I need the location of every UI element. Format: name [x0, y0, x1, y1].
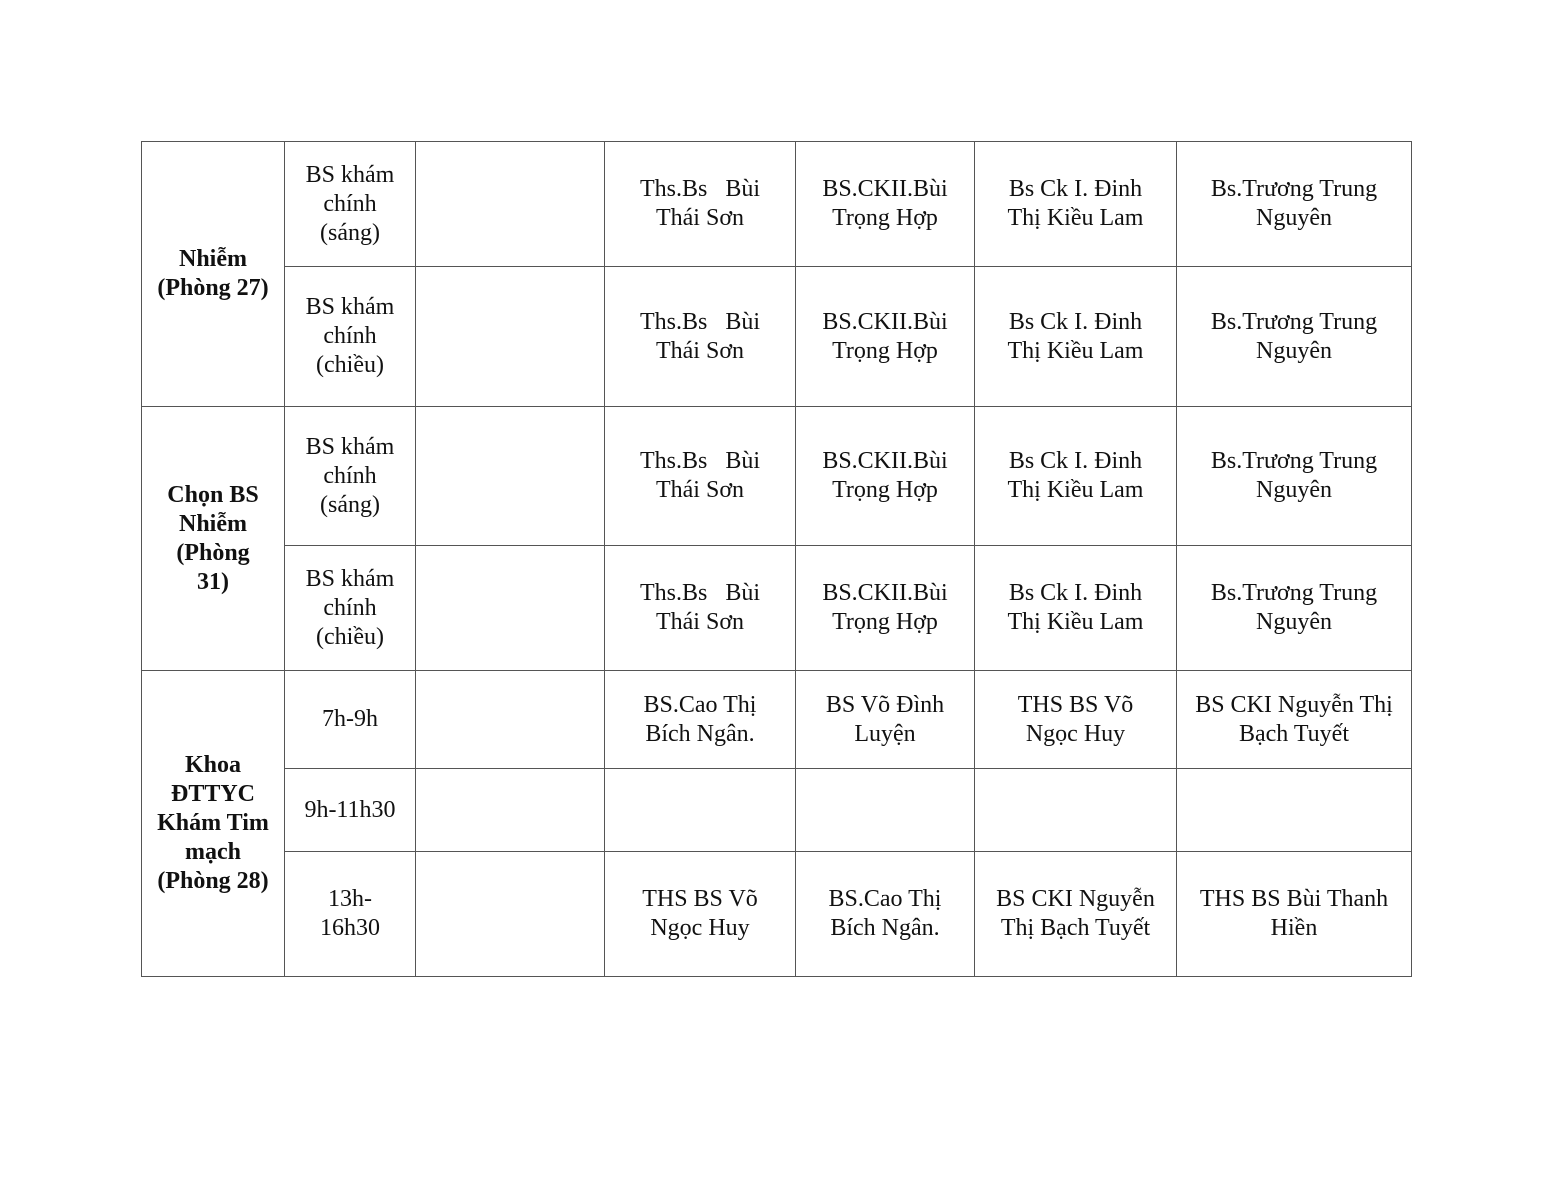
- doctor-name-line: BS Võ Đình: [825, 691, 945, 718]
- time-slot-line: 16h30: [320, 915, 380, 941]
- doctor-name-line: Bích Ngân.: [830, 915, 940, 941]
- time-slot-cell: [285, 267, 416, 407]
- doctor-name-line: BS.CKII.Bùi: [822, 308, 948, 335]
- time-slot-cell: [285, 546, 416, 671]
- doctor-name-line: Ths.Bs Bùi: [639, 580, 761, 606]
- doctor-name-line: BS.CKII.Bùi: [822, 176, 948, 202]
- table-row: [142, 546, 1412, 671]
- doctor-name-line: Ths.Bs Bùi: [639, 176, 761, 202]
- doctor-cell: [605, 546, 796, 671]
- time-slot-line: BS khám: [305, 433, 395, 460]
- time-slot-line: chính: [323, 594, 377, 621]
- time-slot-cell: [285, 407, 416, 546]
- doctor-name-line: Luyện: [854, 720, 916, 747]
- doctor-name-line: Bs Ck I. Đinh: [1008, 176, 1143, 202]
- doctor-cell: [1177, 142, 1412, 267]
- doctor-name-line: THS BS Võ: [642, 886, 758, 912]
- doctor-name-line: Thái Sơn: [655, 477, 745, 503]
- doctor-name-line: BS.CKII.Bùi: [822, 580, 948, 606]
- time-slot-line: (chiều): [316, 352, 384, 378]
- time-slot-line: chính: [323, 462, 377, 489]
- doctor-cell: [975, 546, 1177, 671]
- doctor-name-line: Thị Kiều Lam: [1007, 477, 1144, 503]
- department-cell: [142, 142, 285, 407]
- doctor-cell: [605, 671, 796, 769]
- department-label-line: 31): [197, 568, 229, 595]
- doctor-name-line: Bs.Trương Trung: [1210, 308, 1378, 335]
- doctor-name-line: THS BS Bùi Thanh: [1199, 886, 1389, 912]
- doctor-cell: [975, 407, 1177, 546]
- doctor-cell: [796, 671, 975, 769]
- doctor-cell: [1177, 671, 1412, 769]
- doctor-name-line: Bích Ngân.: [645, 720, 755, 747]
- doctor-cell: [1177, 407, 1412, 546]
- doctor-cell: [975, 671, 1177, 769]
- doctor-name-line: Thị Kiều Lam: [1007, 609, 1144, 635]
- doctor-name-line: Bs.Trương Trung: [1210, 176, 1378, 202]
- department-label-line: (Phòng 28): [157, 868, 269, 894]
- doctor-name-line: Bs Ck I. Đinh: [1008, 448, 1143, 474]
- time-slot-cell: [285, 852, 416, 977]
- department-cell: [142, 671, 285, 977]
- doctor-name-line: Bs Ck I. Đinh: [1008, 580, 1143, 606]
- doctor-name-line: Ngọc Huy: [650, 915, 750, 941]
- doctor-name-line: BS.Cao Thị: [643, 691, 757, 718]
- doctor-name-line: Nguyên: [1256, 477, 1332, 503]
- doctor-cell: [1177, 852, 1412, 977]
- table-row: [142, 852, 1412, 977]
- empty-cell: [416, 546, 605, 671]
- empty-cell: [416, 852, 605, 977]
- department-label-line: Khoa: [184, 752, 241, 778]
- time-slot-line: 9h-11h30: [304, 796, 396, 823]
- doctor-name-line: Trọng Hợp: [832, 477, 938, 503]
- doctor-name-line: BS CKI Nguyễn Thị: [1195, 691, 1393, 718]
- doctor-cell: [796, 546, 975, 671]
- doctor-name-line: Nguyên: [1256, 609, 1332, 635]
- department-label-line: ĐTTYC: [170, 781, 255, 807]
- doctor-name-line: Bs Ck I. Đinh: [1008, 308, 1143, 335]
- time-slot-line: (sáng): [320, 219, 380, 246]
- doctor-cell: [796, 407, 975, 546]
- time-slot-line: 7h-9h: [322, 706, 378, 732]
- doctor-cell: [975, 769, 1177, 852]
- doctor-name-line: Trọng Hợp: [832, 337, 938, 364]
- time-slot-line: BS khám: [305, 294, 395, 320]
- doctor-cell: [605, 769, 796, 852]
- department-label-line: Khám Tim: [157, 810, 269, 836]
- doctor-name-line: Trọng Hợp: [832, 609, 938, 635]
- department-label-line: Chọn BS: [167, 481, 259, 508]
- department-label-line: (Phòng: [176, 539, 250, 566]
- doctor-cell: [796, 852, 975, 977]
- doctor-name-line: Ngọc Huy: [1025, 720, 1126, 747]
- empty-cell: [416, 142, 605, 267]
- doctor-name-line: Bs.Trương Trung: [1210, 448, 1378, 474]
- schedule-table: [141, 141, 1412, 977]
- department-cell: [142, 407, 285, 671]
- doctor-name-line: Thị Kiều Lam: [1007, 205, 1144, 231]
- time-slot-line: chính: [323, 323, 377, 349]
- doctor-name-line: Ths.Bs Bùi: [639, 308, 761, 335]
- doctor-name-line: BS.CKII.Bùi: [822, 448, 948, 474]
- department-label-line: (Phòng 27): [157, 275, 269, 301]
- time-slot-cell: [285, 671, 416, 769]
- doctor-cell: [796, 267, 975, 407]
- table-row: [142, 671, 1412, 769]
- doctor-cell: [605, 407, 796, 546]
- empty-cell: [416, 267, 605, 407]
- doctor-name-line: THS BS Võ: [1017, 691, 1134, 718]
- time-slot-line: BS khám: [305, 161, 395, 188]
- doctor-cell: [605, 142, 796, 267]
- doctor-cell: [1177, 267, 1412, 407]
- department-label-line: Nhiễm: [179, 510, 247, 537]
- doctor-name-line: Nguyên: [1256, 205, 1332, 231]
- schedule-body: [142, 142, 1412, 977]
- doctor-cell: [796, 769, 975, 852]
- department-label-line: Nhiễm: [179, 246, 247, 272]
- doctor-cell: [975, 852, 1177, 977]
- doctor-name-line: Hiền: [1270, 915, 1318, 941]
- doctor-name-line: Ths.Bs Bùi: [639, 448, 761, 474]
- doctor-name-line: Thị Kiều Lam: [1007, 337, 1144, 364]
- department-label-line: mạch: [185, 839, 241, 865]
- doctor-name-line: Thái Sơn: [655, 337, 745, 364]
- doctor-name-line: Thị Bạch Tuyết: [1000, 915, 1151, 941]
- doctor-cell: [1177, 546, 1412, 671]
- doctor-name-line: Trọng Hợp: [832, 205, 938, 231]
- doctor-name-line: BS.Cao Thị: [828, 886, 942, 912]
- doctor-name-line: Bs.Trương Trung: [1210, 580, 1378, 606]
- table-row: [142, 142, 1412, 267]
- empty-cell: [416, 769, 605, 852]
- time-slot-line: (chiều): [316, 623, 384, 650]
- doctor-name-line: Thái Sơn: [655, 205, 745, 231]
- time-slot-line: 13h-: [328, 886, 372, 912]
- table-row: [142, 407, 1412, 546]
- time-slot-line: BS khám: [305, 565, 395, 592]
- doctor-cell: [975, 142, 1177, 267]
- empty-cell: [416, 671, 605, 769]
- empty-cell: [416, 407, 605, 546]
- time-slot-line: chính: [323, 190, 377, 217]
- doctor-name-line: Bạch Tuyết: [1238, 720, 1349, 747]
- time-slot-cell: [285, 142, 416, 267]
- table-row: [142, 769, 1412, 852]
- doctor-cell: [605, 852, 796, 977]
- table-row: [142, 267, 1412, 407]
- doctor-cell: [1177, 769, 1412, 852]
- time-slot-cell: [285, 769, 416, 852]
- doctor-name-line: Thái Sơn: [655, 609, 745, 635]
- doctor-name-line: Nguyên: [1256, 337, 1332, 364]
- doctor-cell: [796, 142, 975, 267]
- doctor-cell: [975, 267, 1177, 407]
- time-slot-line: (sáng): [320, 491, 380, 518]
- doctor-name-line: BS CKI Nguyễn: [996, 886, 1155, 912]
- doctor-cell: [605, 267, 796, 407]
